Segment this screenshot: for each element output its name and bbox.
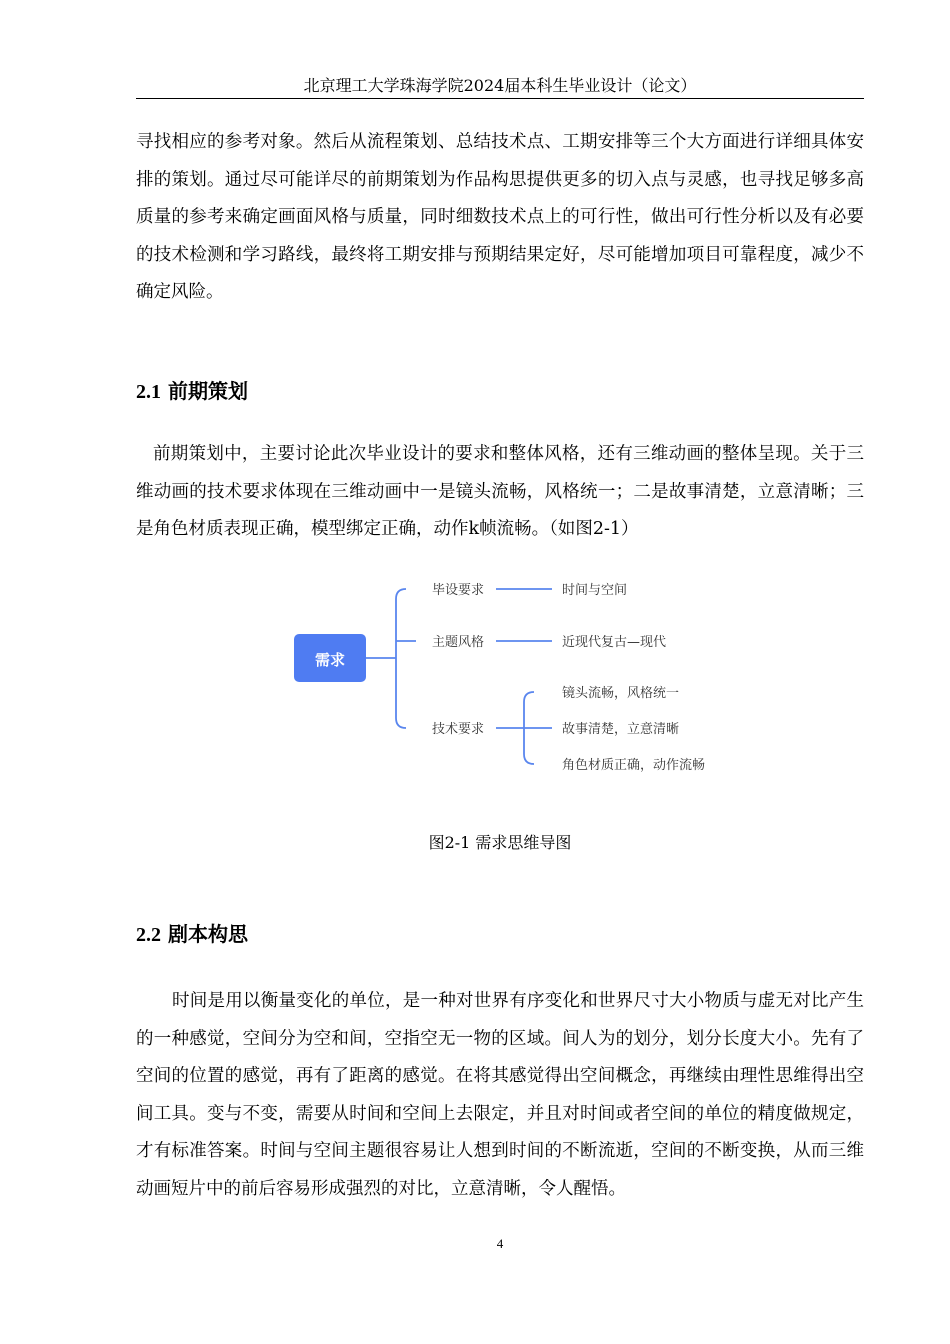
leaf-label: 时间与空间	[562, 583, 628, 598]
section-title: 前期策划	[167, 379, 248, 403]
paragraph-intro: 寻找相应的参考对象。然后从流程策划、总结技术点、工期安排等三个大方面进行详细具体安排的策划。通过尽可能详尽的前期策划为作品构思提供更多的切入点与灵感，也寻找足够多高质量的参考来确定画面风格与质量，同时细数技术点上的可行性，做出可行性分析以及有必要的技术检测和学习路线，最终将工期安排与预期结果定好，尽可能增加项目可靠程度，减少不确定风险。	[136, 132, 864, 302]
page-number: 4	[496, 1236, 504, 1251]
root-node-label: 需求	[314, 651, 346, 669]
branch-label: 主题风格	[432, 635, 485, 650]
leaf-label: 故事清楚，立意清晰	[562, 722, 680, 737]
leaf-label: 镜头流畅，风格统一	[562, 686, 680, 701]
paragraph-script: 时间是用以衡量变化的单位，是一种对世界有序变化和世界尺寸大小物质与虚无对比产生的一种感觉，空间分为空和间，空指空无一物的区域。间人为的划分，划分长度大小。先有了空间的位置的感觉，再有了距离的感觉。在将其感觉得出空间概念，再继续由理性思维得出空间工具。变与不变，需要从时间和空间上去限定，并且对时间或者空间的单位的精度做规定，才有标准答案。时间与空间主题很容易让人想到时间的不断流逝，空间的不断变换，从而三维动画短片中的前后容易形成强烈的对比，立意清晰，令人醒悟。	[136, 991, 864, 1199]
branch-label: 毕设要求	[432, 583, 485, 598]
leaf-label: 近现代复古—现代	[562, 635, 667, 650]
section-number: 2.1	[136, 381, 161, 403]
section-number: 2.2	[136, 924, 161, 946]
branch-label: 技术要求	[432, 722, 485, 737]
paragraph-planning: 前期策划中，主要讨论此次毕业设计的要求和整体风格，还有三维动画的整体呈现。关于三维动画的技术要求体现在三维动画中一是镜头流畅，风格统一；二是故事清楚，立意清晰；三是角色材质表现正确，模型绑定正确，动作k帧流畅。（如图2-1）	[136, 444, 864, 539]
connector-trunk	[396, 589, 406, 728]
section-title: 剧本构思	[167, 922, 248, 946]
figure-caption: 图2-1 需求思维导图	[428, 833, 572, 852]
page-header: 北京理工大学珠海学院2024届本科生毕业设计（论文）	[136, 74, 864, 99]
leaf-label: 角色材质正确，动作流畅	[562, 758, 706, 773]
section-heading-2-2	[136, 919, 248, 950]
